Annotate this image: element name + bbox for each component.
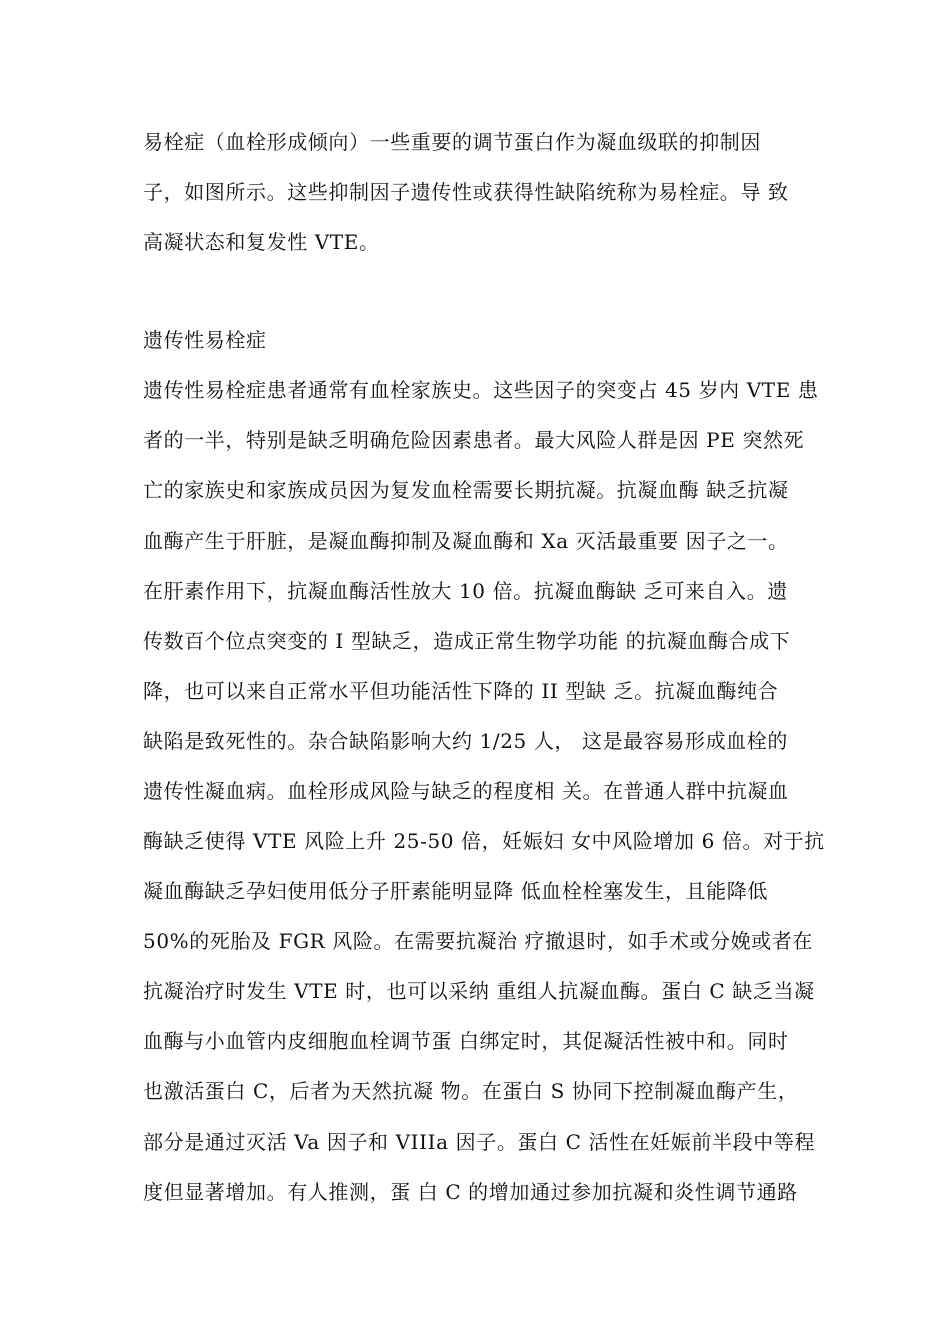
body-line: 在肝素作用下，抗凝血酶活性放大 10 倍。抗凝血酶缺 乏可来自入。遗 <box>143 579 788 603</box>
body-line: 酶缺乏使得 VTE 风险上升 25-50 倍，妊娠妇 女中风险增加 6 倍。对于抗 <box>143 829 825 853</box>
section-heading: 遗传性易栓症 <box>143 328 267 352</box>
body-line: 缺陷是致死性的。杂合缺陷影响大约 1/25 人， 这是最容易形成血栓的 <box>143 729 788 753</box>
body-line: 也激活蛋白 C，后者为天然抗凝 物。在蛋白 S 协同下控制凝血酶产生， <box>143 1079 799 1103</box>
body-line: 50%的死胎及 FGR 风险。在需要抗凝治 疗撤退时，如手术或分娩或者在 <box>143 929 814 953</box>
body-line: 血酶与小血管内皮细胞血栓调节蛋 白绑定时，其促凝活性被中和。同时 <box>143 1029 789 1053</box>
body-line: 血酶产生于肝脏，是凝血酶抑制及凝血酶和 Xa 灭活最重要 因子之一。 <box>143 529 789 553</box>
body-line: 遗传性易栓症患者通常有血栓家族史。这些因子的突变占 45 岁内 VTE 患 <box>143 378 819 402</box>
body-line: 亡的家族史和家族成员因为复发血栓需要长期抗凝。抗凝血酶 缺乏抗凝 <box>143 478 789 502</box>
body-line: 抗凝治疗时发生 VTE 时，也可以采纳 重组人抗凝血酶。蛋白 C 缺乏当凝 <box>143 979 815 1003</box>
intro-line: 子，如图所示。这些抑制因子遗传性或获得性缺陷统称为易栓症。导 致 <box>143 180 789 204</box>
intro-line: 易栓症（血栓形成倾向）一些重要的调节蛋白作为凝血级联的抑制因 <box>143 130 761 154</box>
body-line: 度但显著增加。有人推测，蛋 白 C 的增加通过参加抗凝和炎性调节通路 <box>143 1180 798 1204</box>
intro-line: 高凝状态和复发性 VTE。 <box>143 230 380 254</box>
body-line: 遗传性凝血病。血栓形成风险与缺乏的程度相 关。在普通人群中抗凝血 <box>143 779 789 803</box>
body-line: 降，也可以来自正常水平但功能活性下降的 II 型缺 乏。抗凝血酶纯合 <box>143 679 779 703</box>
body-line: 凝血酶缺乏孕妇使用低分子肝素能明显降 低血栓栓塞发生，且能降低 <box>143 879 768 903</box>
body-line: 者的一半，特别是缺乏明确危险因素患者。最大风险人群是因 PE 突然死 <box>143 428 805 452</box>
body-line: 传数百个位点突变的 I 型缺乏，造成正常生物学功能 的抗凝血酶合成下 <box>143 629 791 653</box>
body-line: 部分是通过灭活 Va 因子和 VIIIa 因子。蛋白 C 活性在妊娠前半段中等程 <box>143 1130 816 1154</box>
